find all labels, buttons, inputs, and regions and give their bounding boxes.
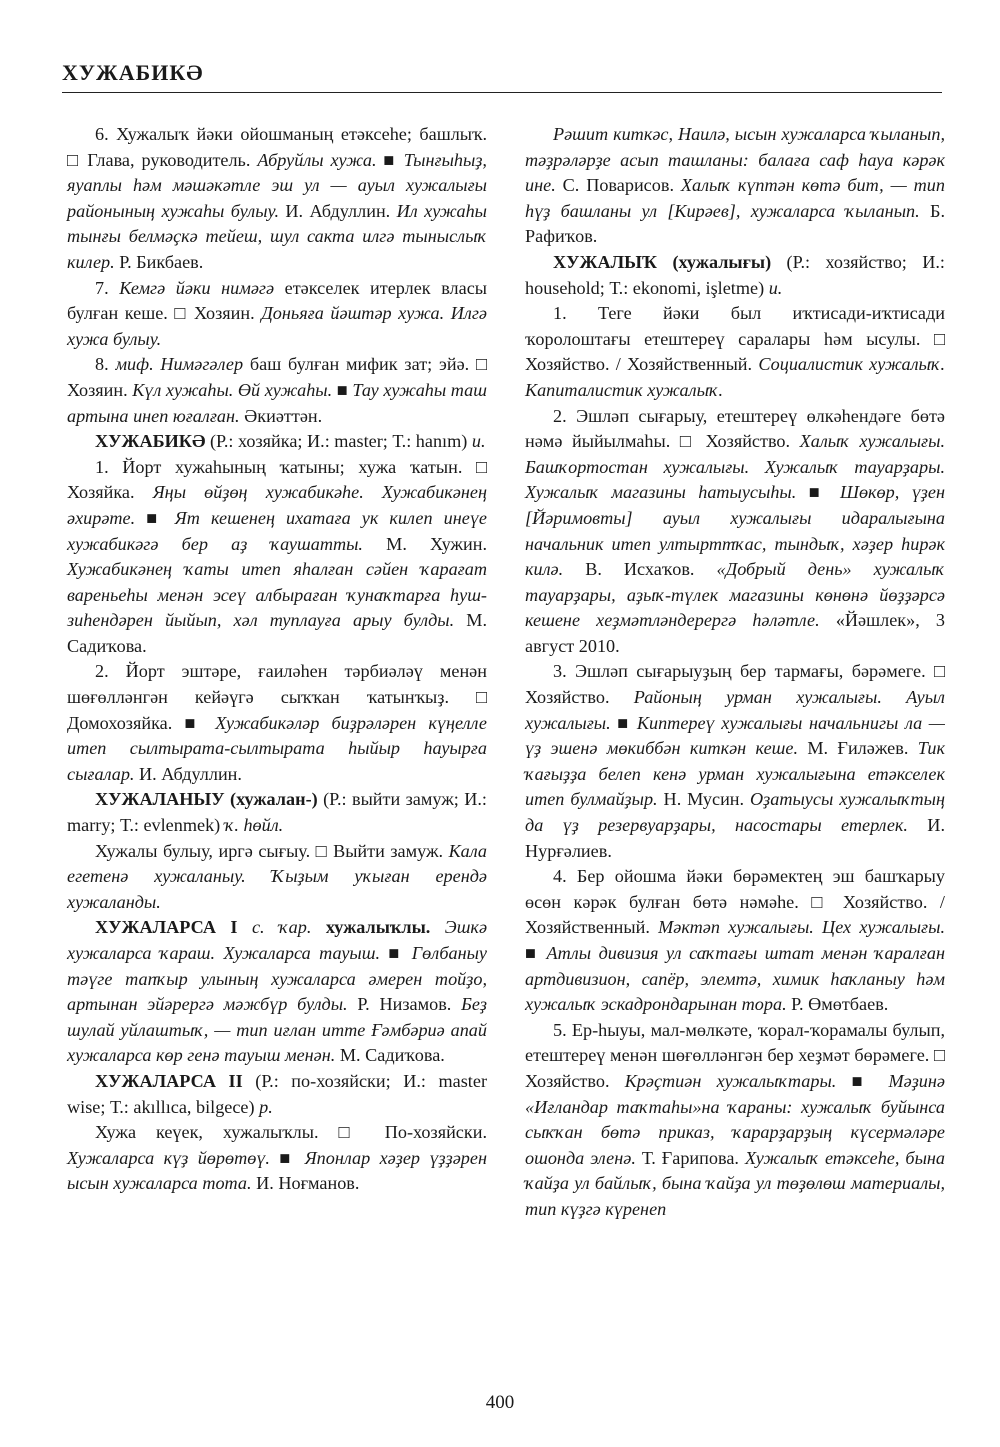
dictionary-paragraph: Хужалы булыу, иргә сығыу. □ Выйти замуж. Кала егетенә хужаланыу. Ҡыҙым уҡыған ерендә хужаланды. — [67, 840, 487, 912]
page-number: 400 — [485, 1392, 515, 1413]
dictionary-paragraph: ХУЖАЛАРСА II (Р.: по-хозяйски; И.: master wise; Т.: akıllıca, bilgece) р. — [67, 1070, 487, 1117]
dictionary-paragraph: ХУЖАЛАНЫУ (хужалан-) (Р.: выйти замуж; И.: marry; Т.: evlenmek) ҡ. һөйл. — [67, 789, 487, 836]
dictionary-paragraph: 1. Йорт хужаһының ҡатыны; хужа ҡатын. □ Хозяйка. Яңы өйҙөң хужабикәһе. Хужабикәнең әхирәте. ■ Ят кешенең ихатаға ук килеп инеүе хужабикәгә бер аҙ ҡаушатты. М. Хужин. Хужабикәнең ҡаты итеп яһалған сәйен ҡарағат вареньеһы менән эсеү албыраған ҡунаҡтарға һуш-зиһендәрен йыйып, хәл туплауға арыу булды. М. Садиҡова. — [67, 456, 488, 656]
dictionary-paragraph: ХУЖАЛЫҠ (хужалығы) (Р.: хозяйство; И.: household; Т.: ekonomi, işletme) и. — [525, 251, 945, 298]
running-head: ХУЖАБИКӘ — [62, 60, 204, 85]
dictionary-paragraph: 2. Йорт эштәре, ғаиләһен тәрбиәләү менән шөғөлләнгән кейәүгә сыҡҡан ҡатынҡыҙ. □ Домохозяйка. ■ Хужабикәләр биҙрәләрен күңелле итеп сылтырата-сылтырата һыйыр һауырға сығалар. И. Абдуллин. — [67, 661, 487, 784]
dictionary-paragraph: 6. Хужалыҡ йәки ойошманың етәксеһе; башлыҡ. □ Глава, руководитель. Абруйлы хужа. ■ Тынғыһыҙ, яуаплы һәм мәшәкәтле эш ул — ауыл хужалығы районының хужаһы булыу. И. Абдуллин. Ил хужаһы тынғы белмәҫкә тейеш, шул сакта илгә тыныслыҡ килер. Р. Бикбаев. — [67, 124, 487, 272]
dictionary-paragraph: Рәшит киткәс, Наилә, ысын хужаларса ҡыланып, тәҙрәләрҙе асып ташланы: балаға саф һауа кәрәк ине. С. Поварисов. Халыҡ күптән көтә бит, — тип һүҙ башланы ул [Кирәев], хужаларса ҡыланып. Б. Рафиҡов. — [525, 124, 945, 247]
dictionary-paragraph: 3. Эшләп сығарыуҙың бер тармағы, бәрәмеге. □ Хозяйство. Районың урман хужалығы. Ауыл хужалығы. ■ Киптереү хужалығы начальнигы ла — үҙ эшенә мөкиббән киткән кеше. М. Ғиләжев. Тик ҡағыҙҙа белеп кенә урман хужалығына етәкселек итеп булмайҙыр. Н. Мусин. Оҙатыусы хужалыҡтың да үҙ резервуарҙары, насостары етерлек. И. Нурғәлиев. — [525, 661, 945, 861]
dictionary-paragraph: 8. миф. Нимәгәлер баш булған мифик зат; эйә. □ Хозяин. Күл хужаһы. Өй хужаһы. ■ Тау хужаһы таш артына инеп юғалған. Әкиәттән. — [67, 354, 487, 426]
left-column — [67, 122, 487, 1197]
dictionary-paragraph: ХУЖАБИКӘ (Р.: хозяйка; И.: master; Т.: hanım) и. — [95, 431, 486, 452]
dictionary-paragraph: Хужа кеүек, хужалыҡлы. □ По-хозяйски. Хужаларса күҙ йөрөтөү. ■ Японлар хәҙер үҙҙәрен ысын хужаларса тота. И. Ноғманов. — [67, 1122, 487, 1194]
dictionary-paragraph: 7. Кемгә йәки нимәгә етәкселек итерлек власы булған кеше. □ Хозяин. Доньяға йәштәр хужа. Илгә хужа булыу. — [67, 277, 487, 349]
dictionary-paragraph: 2. Эшләп сығарыу, етештереү өлкәһендәге бөтә нәмә йыйылмаһы. □ Хозяйство. Халыҡ хужалығы. Башҡортостан хужалығы. Хужалыҡ тауарҙары. Хужалыҡ магазины һатыусыһы. ■ Шөкөр, үҙен [Йәримовты] ауыл хужалығы идаралығына начальник итеп ултырттҡас, тындыҡ, хәҙер һирәк килә. В. Исхаҡов. «Добрый день» хужалыҡ тауарҙары, аҙыҡ-түлек магазины көнөнә йөҙҙәрсә кешене хеҙмәтләндерергә һәләтле. «Йәшлек», 3 август 2010. — [525, 405, 945, 656]
dictionary-paragraph: ХУЖАЛАРСА I с. ҡар. хужалыҡлы. Эшкә хужаларса ҡараш. Хужаларса тауыш. ■ Гөлбаныу тәүге тапҡыр улының хужаларса әмерен тойҙо, артынан эйәрергә мәжбүр булды. Р. Низамов. Беҙ шулай уйлаштыҡ, — тип иғлан итте Ғәмбәриә апай хужаларса көр генә тауыш менән. М. Садиҡова. — [67, 917, 488, 1066]
page-header — [62, 60, 942, 93]
right-column — [525, 122, 945, 1223]
dictionary-paragraph: 1. Теге йәки был иҡтисади-иҡтисади ҡоролоштағы етештереү саралары һәм ысулы. □ Хозяйство. / Хозяйственный. Социалистик хужалыҡ. Капиталистик хужалыҡ. — [525, 303, 945, 400]
dictionary-paragraph: 4. Бер ойошма йәки бөрәмектең эш башҡарыу өсөн кәрәк булған бөтә нәмәһе. □ Хозяйство. / Хозяйственный. Мәктәп хужалығы. Цех хужалығы. ■ Атлы дивизия ул саҡтағы штат менән ҡаралған артдивизион, сапёр, элемтә, химик һаҡланыу һәм хужалыҡ эскадрондарынан тора. Р. Өмөтбаев. — [525, 866, 945, 1015]
dictionary-paragraph: 5. Ер-һыуы, мал-мөлкәте, ҡорал-ҡорамалы булып, етештереү менән шөғөлләнгән бер хеҙмәт бөрәмеге. □ Хозяйство. Крәҫтиән хужалыҡтары. ■ Мәҙинә «Иғландар таҡтаһы»на ҡараны: хужалыҡ буйынса сыҡҡан бөтә приказ, ҡарарҙарҙың күсермәләре ошонда эленә. Т. Ғарипова. Хужалыҡ етәксеһе, бына ҡайҙа ул байлыҡ, бына ҡайҙа ул төҙөлөш материалы, тип күҙгә күренеп — [525, 1019, 946, 1219]
